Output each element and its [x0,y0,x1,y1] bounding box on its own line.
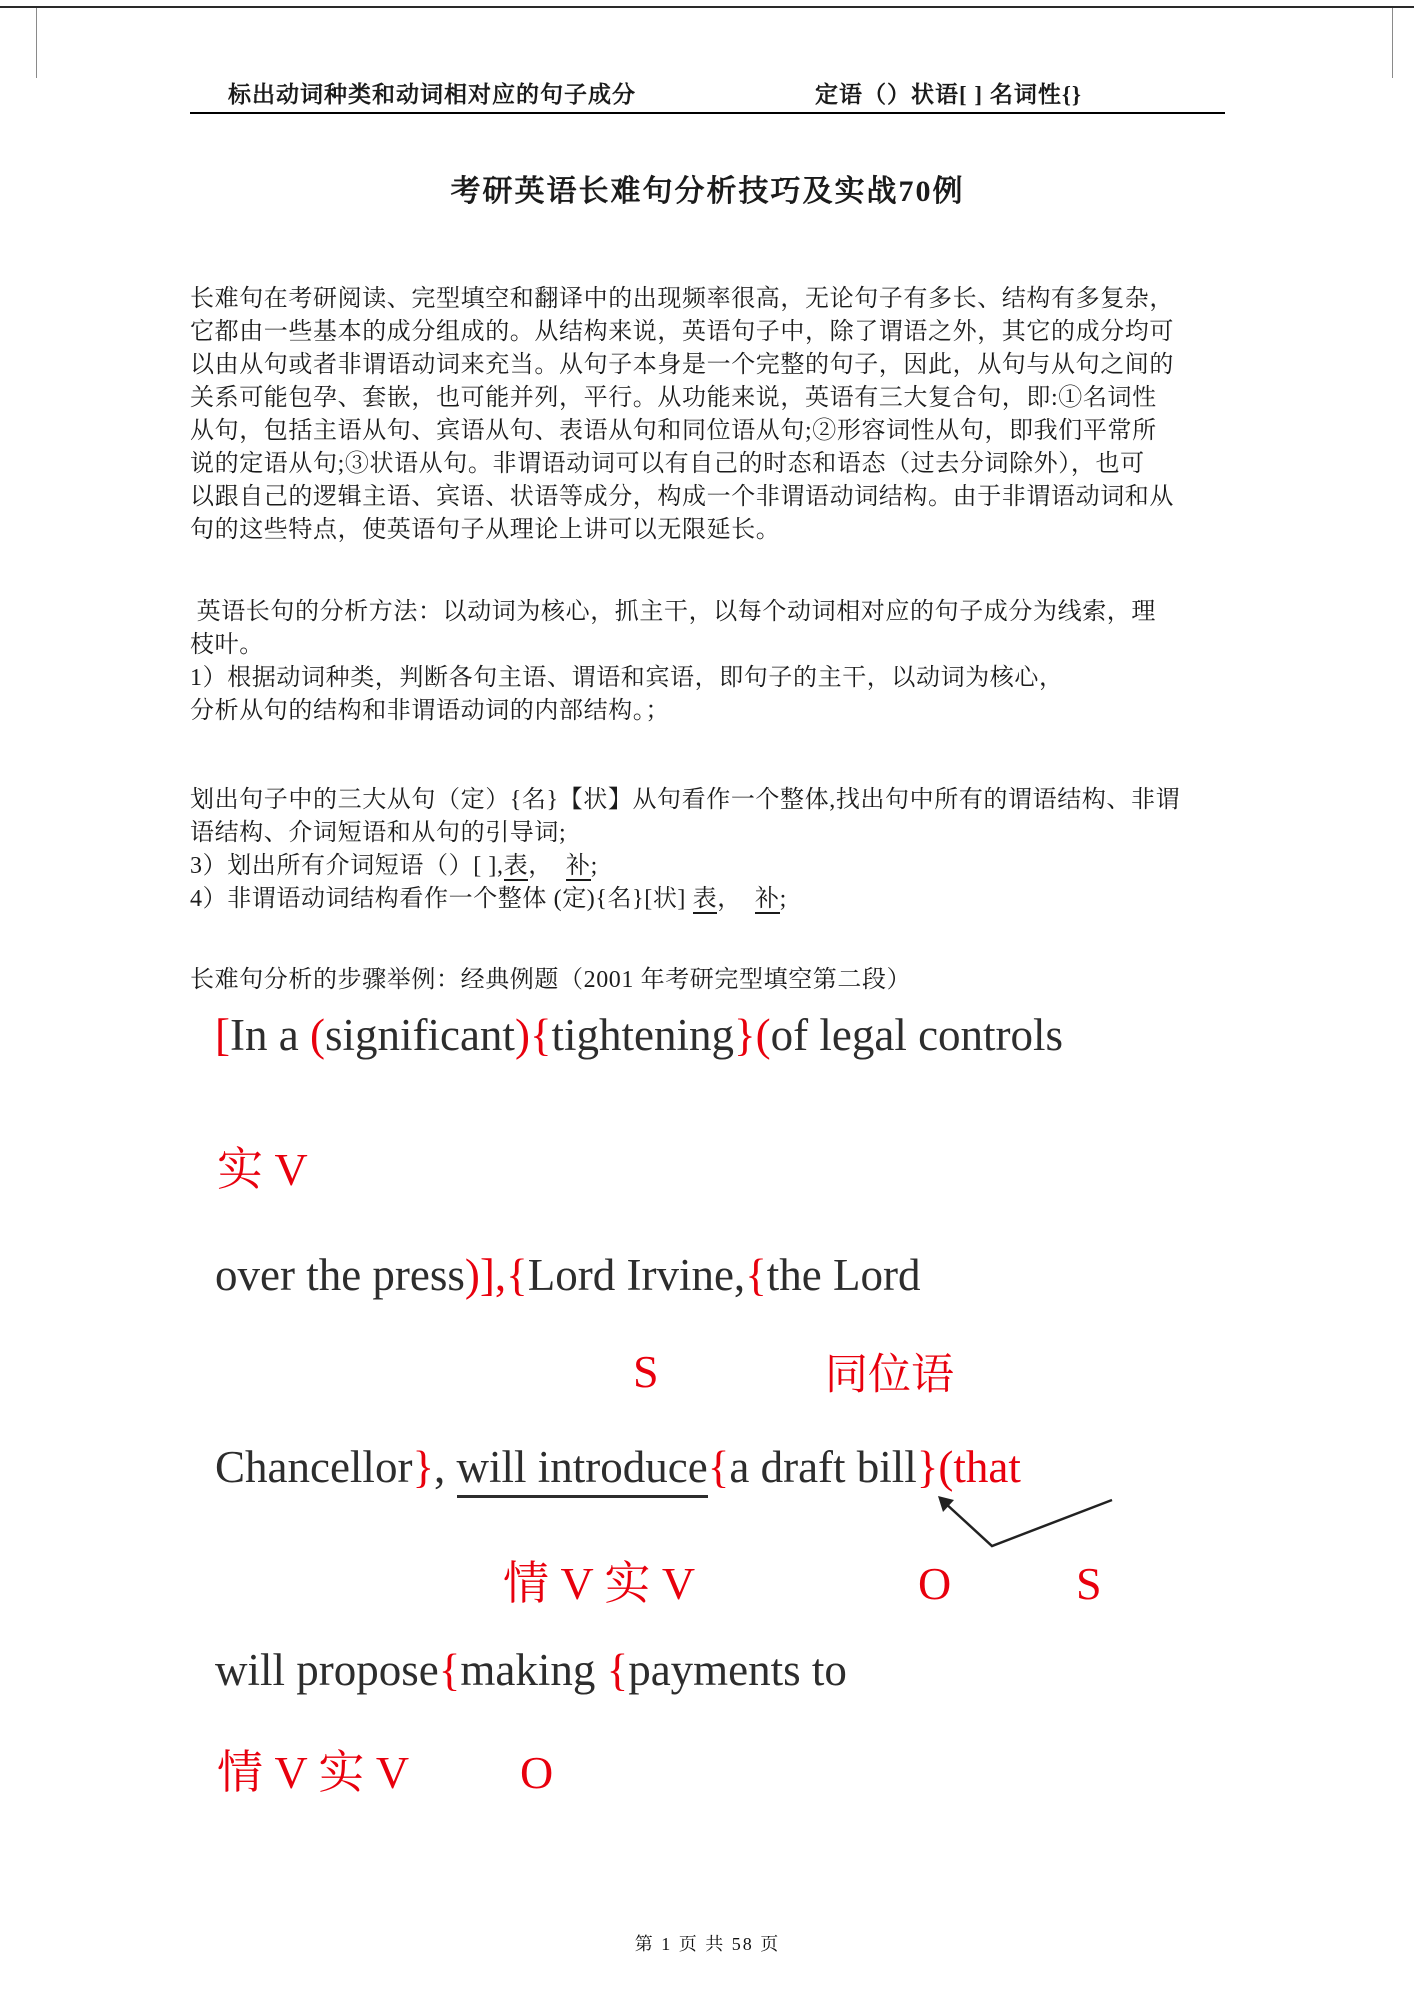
annotation-object-2: O [520,1747,554,1798]
scan-edge-right [1392,8,1393,78]
text-segment: [ [215,1010,230,1060]
text-segment: { [506,1250,528,1300]
text-segment: ; [590,853,598,879]
text-line: 说的定语从句;③状语从句。非谓语动词可以有自己的时态和语态（过去分词除外），也可 [190,451,1145,477]
text-segment: of legal controls [770,1010,1064,1060]
text-segment: will introduce [457,1442,708,1498]
text-segment: Chancellor [215,1442,413,1492]
header-left-note: 标出动词种类和动词相对应的句子成分 [228,82,636,107]
example-intro-line: 长难句分析的步骤举例：经典例题（2001 年考研完型填空第二段） [190,967,912,993]
text-segment: , [434,1442,457,1492]
text-segment: { [707,1442,730,1492]
annotation-subject: S [633,1346,659,1397]
sentence-line-4 [215,1640,847,1700]
text-segment: 表 [503,853,529,879]
annotation-qing-v-shi-v: 情 V 实 V [503,1558,696,1609]
text-line: 划出句子中的三大从句（定）{名}【状】从句看作一个整体,找出句中所有的谓语结构、非谓 [190,787,1181,813]
sentence-line-2 [215,1245,921,1305]
text-segment: In a [230,1010,310,1060]
text-segment: { [438,1645,461,1695]
text-segment: the Lord [766,1250,921,1300]
text-segment: 补 [755,886,780,912]
text-segment: making [460,1645,607,1695]
document-title: 考研英语长难句分析技巧及实战70例 [450,175,965,208]
text-segment: { [529,1010,552,1060]
text-segment: } [734,1010,756,1060]
annotation-shi-v: 实 V [217,1144,308,1195]
text-segment: ， [528,853,567,879]
text-line: 枝叶。 [190,632,264,658]
text-segment: (that [938,1442,1021,1492]
text-line: 它都由一些基本的成分组成的。从结构来说，英语句子中，除了谓语之外，其它的成分均可 [190,319,1174,345]
annotation-qing-v-shi-v-2: 情 V 实 V [217,1747,410,1798]
text-segment: ) [514,1010,530,1060]
text-segment: { [745,1250,767,1300]
text-line [190,850,1250,883]
sentence-line-3 [215,1437,1021,1497]
text-segment: payments to [628,1645,847,1695]
scan-edge-top [0,6,1414,8]
text-segment: } [412,1442,435,1492]
text-segment: ， [717,886,756,912]
annotation-subject-2: S [1076,1558,1102,1609]
text-segment: will propose [215,1645,439,1695]
text-segment: ( [309,1010,325,1060]
text-segment: } [916,1442,939,1492]
text-segment: 4）非谓语动词结构看作一个整体 (定){名}[状] [190,886,693,912]
steps-list [190,784,1250,916]
text-line: 分析从句的结构和非谓语动词的内部结构。； [190,698,670,724]
text-line: 以由从句或者非谓语动词来充当。从句子本身是一个完整的句子，因此，从句与从句之间的 [190,352,1174,378]
text-segment: 补 [566,853,591,879]
method-paragraph [190,596,1250,728]
text-segment: 表 [692,886,718,912]
text-line [190,883,1250,916]
text-line: 1）根据动词种类，判断各句主语、谓语和宾语，即句子的主干，以动词为核心， [190,665,1064,691]
text-segment: ( [755,1010,771,1060]
text-line: 长难句在考研阅读、完型填空和翻译中的出现频率很高，无论句子有多长、结构有多复杂， [190,286,1174,312]
text-line: 句的这些特点，使英语句子从理论上讲可以无限延长。 [190,517,781,543]
text-line: 以跟自己的逻辑主语、宾语、状语等成分，构成一个非谓语动词结构。由于非谓语动词和从 [190,484,1174,510]
text-segment: )], [464,1250,507,1300]
annotation-apposition: 同位语 [825,1352,954,1399]
sentence-line-1 [215,1005,1063,1065]
page-number: 第 1 页 共 58 页 [634,1934,781,1954]
text-segment: tightening [551,1010,735,1060]
header-right-note: 定语（）状语[ ] 名词性{} [815,82,1082,107]
text-line: 英语长句的分析方法：以动词为核心，抓主干，以每个动词相对应的句子成分为线索，理 [190,599,1156,625]
text-line: 语结构、介词短语和从句的引导词; [190,820,567,846]
scan-edge-left [36,8,37,78]
text-segment: a draft bill [729,1442,917,1492]
text-line: 从句，包括主语从句、宾语从句、表语从句和同位语从句;②形容词性从句，即我们平常所 [190,418,1157,444]
annotation-object: O [918,1558,952,1609]
text-segment: significant [324,1010,515,1060]
text-line: 关系可能包孕、套嵌，也可能并列，平行。从功能来说，英语有三大复合句，即:①名词性 [190,385,1157,411]
pointer-arrow [930,1488,1120,1562]
header-rule [190,112,1225,114]
text-segment: { [606,1645,629,1695]
text-segment: ; [779,886,787,912]
intro-paragraph [190,283,1250,547]
text-segment: over the press [215,1250,465,1300]
text-segment: 3）划出所有介词短语（）[ ], [190,853,504,879]
text-segment: Lord Irvine, [527,1250,746,1300]
